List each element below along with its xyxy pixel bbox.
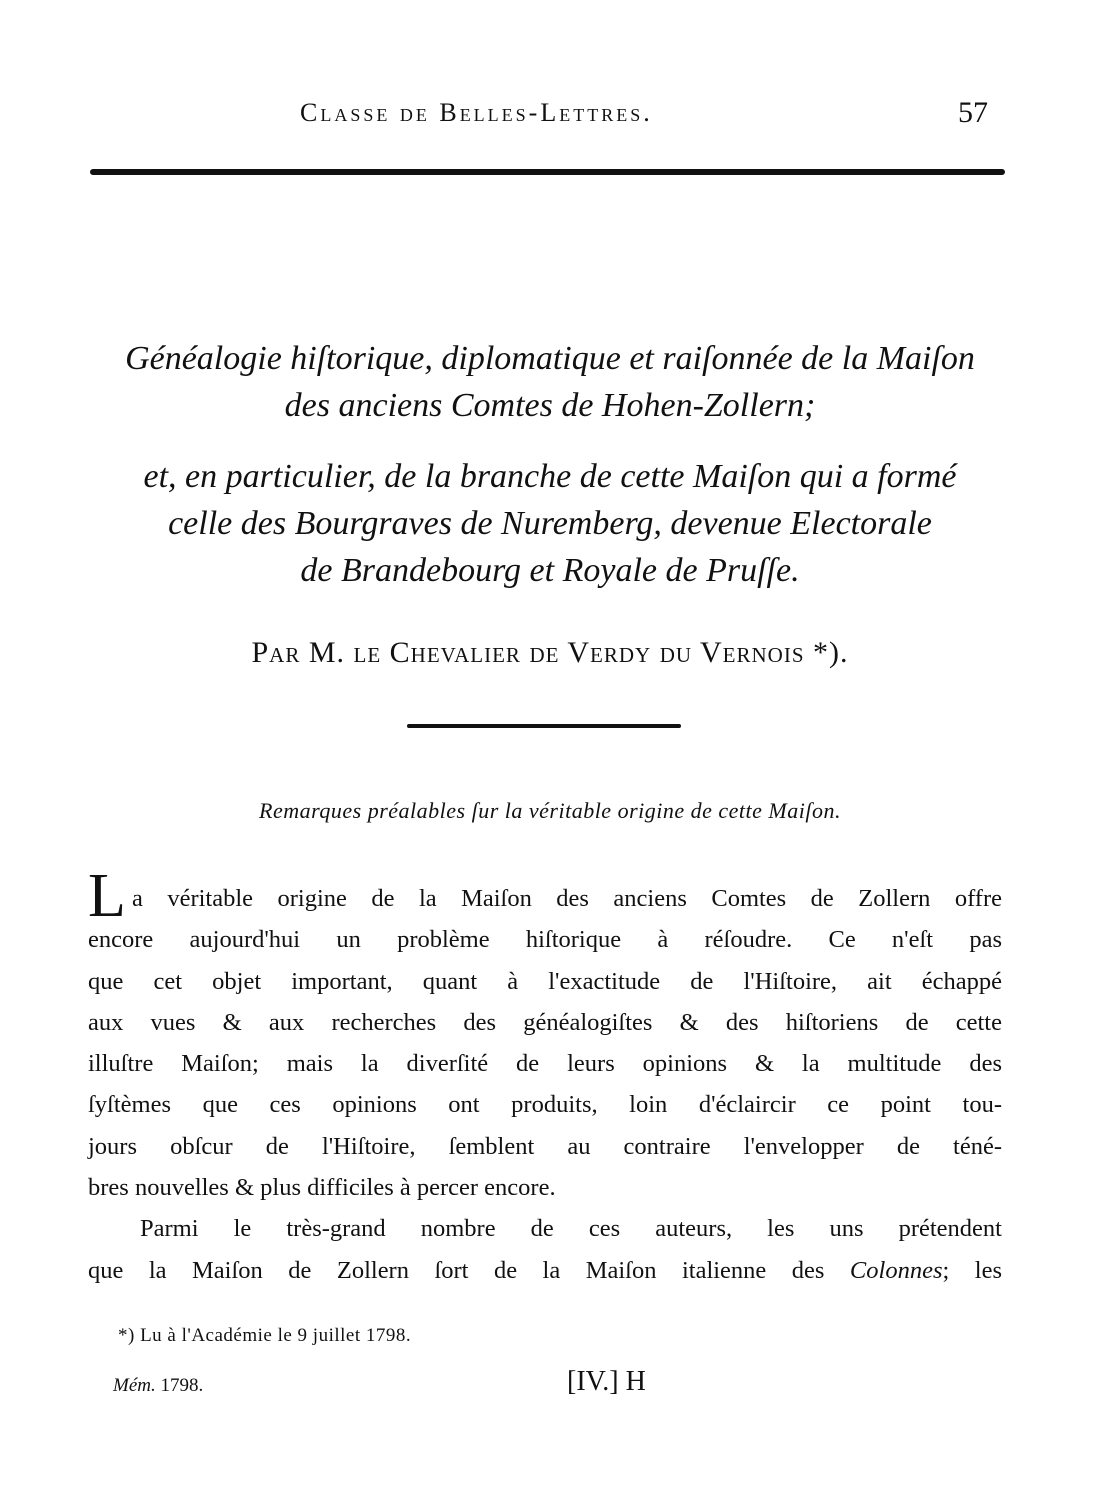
- body-text-segment: que la Maiſon de Zollern ſort de la Maiſon italienne des: [88, 1256, 850, 1284]
- title-line: et, en particulier, de la branche de cette Maiſon qui a formé: [143, 458, 957, 495]
- drop-cap: L: [88, 862, 126, 930]
- body-text: [88, 878, 1002, 1291]
- page-number: 57: [958, 96, 988, 129]
- body-text-segment: ; les: [942, 1256, 1002, 1284]
- body-line: bres nouvelles & plus difficiles à percer encore.: [88, 1174, 556, 1202]
- body-line: que cet objet important, quant à l'exactitude de l'Hiſtoire, ait échappé: [88, 967, 1002, 995]
- italic-term: Colonnes: [849, 1256, 943, 1284]
- signature-mark-left: [113, 1375, 203, 1397]
- article-title: [60, 335, 1040, 594]
- body-line: jours obſcur de l'Hiſtoire, ſemblent au contraire l'envelopper de téné-: [88, 1132, 1002, 1160]
- body-line: illuſtre Maiſon; mais la diverſité de leurs opinions & la multitude des: [88, 1050, 1002, 1078]
- header-rule: [90, 169, 1005, 175]
- running-head: Classe de Belles-Lettres.: [300, 98, 653, 127]
- signature-abbrev: Mém.: [113, 1375, 156, 1396]
- signature-year: 1798.: [155, 1375, 204, 1396]
- title-line: celle des Bourgraves de Nuremberg, devenue Electorale: [168, 505, 932, 542]
- title-line: de Brandebourg et Royale de Pruſſe.: [300, 552, 800, 589]
- body-line: aux vues & aux recherches des généalogiſtes & des hiſtoriens de cette: [88, 1008, 1002, 1036]
- body-line: [88, 1250, 1002, 1291]
- signature-mark-right: [IV.] H: [567, 1366, 646, 1397]
- title-line: des anciens Comtes de Hohen-Zollern;: [284, 387, 816, 424]
- section-rule: [407, 724, 681, 728]
- section-subheading: Remarques préalables ſur la véritable origine de cette Maiſon.: [259, 798, 841, 823]
- footnote: *) Lu à l'Académie le 9 juillet 1798.: [118, 1325, 412, 1346]
- body-line: ſyſtèmes que ces opinions ont produits, loin d'éclaircir ce point tou-: [88, 1091, 1002, 1119]
- author-byline: Par M. le Chevalier de Verdy du Vernois *).: [251, 636, 849, 669]
- title-line: Généalogie hiſtorique, diplomatique et raiſonnée de la Maiſon: [125, 340, 975, 377]
- body-line: encore aujourd'hui un problème hiſtorique à réſoudre. Ce n'eſt pas: [88, 926, 1002, 954]
- body-line: Parmi le très-grand nombre de ces auteurs, les uns prétendent: [140, 1215, 1002, 1243]
- body-line: a véritable origine de la Maiſon des anciens Comtes de Zollern offre: [132, 885, 1002, 912]
